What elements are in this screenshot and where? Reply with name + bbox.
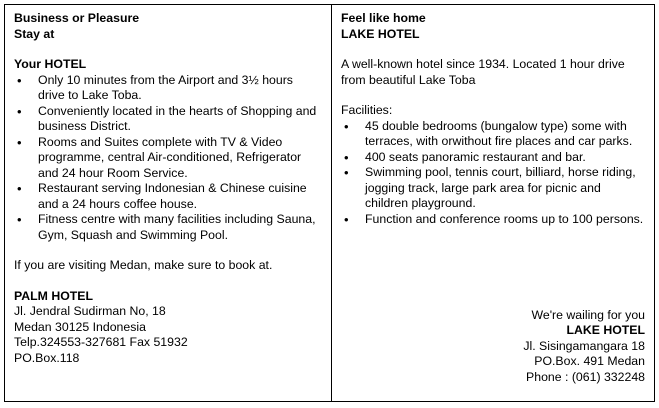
list-item: • Restaurant serving Indonesian & Chinese cuisine and a 24 hours coffee house. bbox=[14, 181, 323, 212]
list-item: • Function and conference rooms up to 100 persons. bbox=[341, 212, 645, 228]
list-item: • Conveniently located in the hearts of Shopping and business District. bbox=[14, 104, 323, 135]
palm-hotel-name: PALM HOTEL bbox=[14, 288, 94, 303]
right-facility-list bbox=[341, 119, 645, 228]
palm-po-box: PO.Box.118 bbox=[14, 350, 80, 365]
left-heading-line2: Stay at bbox=[14, 26, 55, 41]
facilities-label: Facilities: bbox=[341, 103, 393, 117]
lake-po-box: PO.Box. 491 Medan bbox=[534, 354, 645, 368]
list-item: • 45 double bedrooms (bungalow type) some with terraces, with orwithout fire places and car parks. bbox=[341, 119, 645, 150]
your-hotel-heading: Your HOTEL bbox=[14, 57, 87, 71]
waiting-text: We're wailing for you bbox=[531, 307, 645, 322]
advertisement-table bbox=[4, 4, 655, 402]
visiting-text: If you are visiting Medan, make sure to book at. bbox=[14, 258, 273, 272]
right-heading-line1: Feel like home bbox=[341, 11, 426, 25]
left-feature-list bbox=[14, 73, 323, 244]
left-heading-line1: Business or Pleasure bbox=[14, 11, 140, 25]
lake-address-line1: Jl. Sisingamangara 18 bbox=[523, 338, 645, 353]
lake-phone: Phone : (061) 332248 bbox=[526, 369, 645, 384]
right-heading-line2: LAKE HOTEL bbox=[341, 26, 420, 41]
list-item: • Rooms and Suites complete with TV & Video programme, central Air-conditioned, Refrigerator and 24 hour Room Service. bbox=[14, 135, 323, 182]
lake-contact-block bbox=[523, 308, 645, 386]
lake-hotel-name: LAKE HOTEL bbox=[566, 323, 645, 337]
list-item: • Fitness centre with many facilities including Sauna, Gym, Squash and Swimming Pool. bbox=[14, 212, 323, 243]
palm-hotel-column bbox=[5, 5, 332, 401]
palm-address-line1: Jl. Jendral Sudirman No, 18 bbox=[14, 304, 166, 318]
palm-phone-fax: Telp.324553-327681 Fax 51932 bbox=[14, 335, 188, 349]
list-item: • Only 10 minutes from the Airport and 3½ hours drive to Lake Toba. bbox=[14, 73, 323, 104]
list-item: • 400 seats panoramic restaurant and bar. bbox=[341, 150, 645, 166]
lake-hotel-column bbox=[332, 5, 654, 401]
list-item: • Swimming pool, tennis court, billiard, horse riding, jogging track, large park area for picnic and children playground. bbox=[341, 165, 645, 212]
palm-address-line2: Medan 30125 Indonesia bbox=[14, 319, 146, 334]
lake-intro-text: A well-known hotel since 1934. Located 1 hour drive from beautiful Lake Toba bbox=[341, 57, 625, 87]
